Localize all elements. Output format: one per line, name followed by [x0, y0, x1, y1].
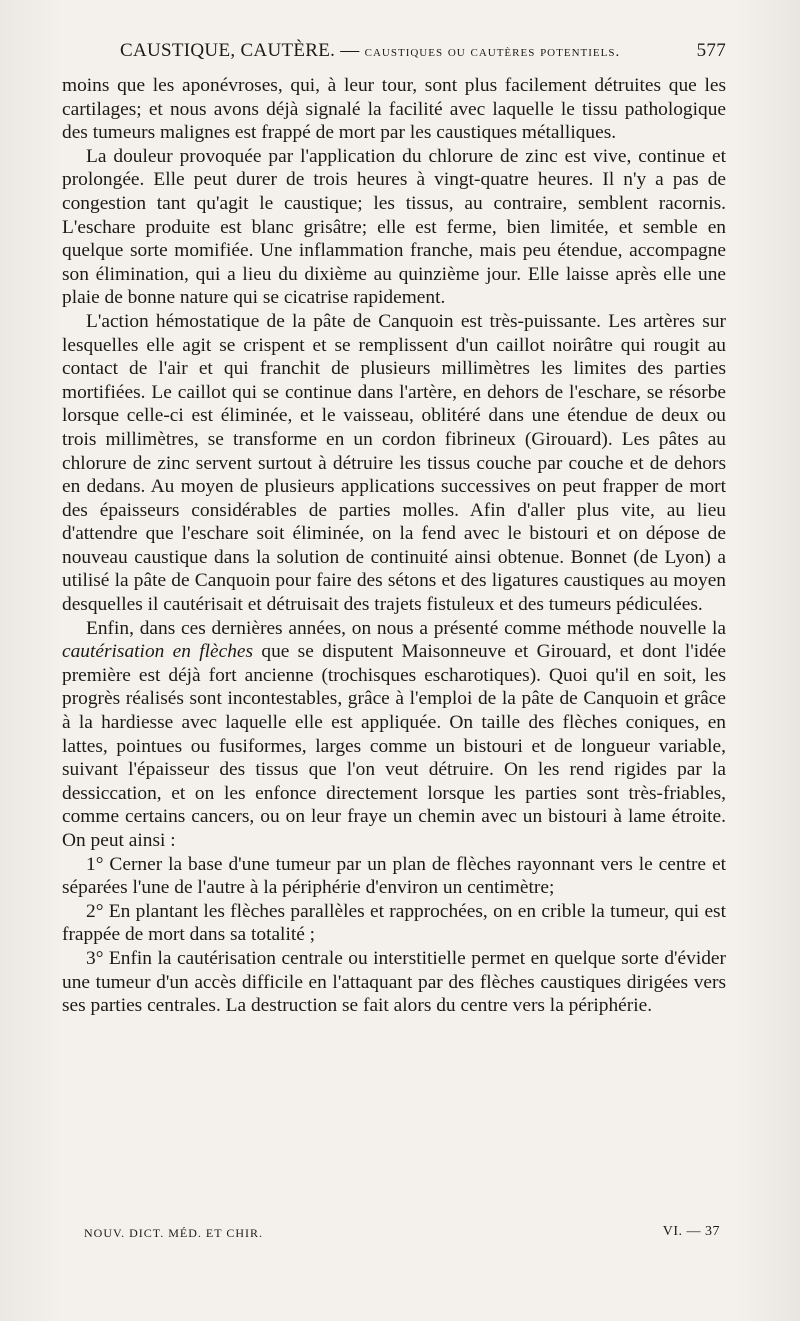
header-subtitle: caustiques ou cautères potentiels.	[364, 44, 621, 60]
running-header	[62, 40, 726, 68]
paragraph-continuation	[62, 74, 726, 145]
paragraph-fleches	[62, 617, 726, 853]
footer-signature: VI. — 37	[662, 1224, 720, 1239]
paragraph-text: La douleur provoquée par l'application du chlorure de zinc est vive, continue et prolongée. Elle peut durer de trois heures à vingt-quatre heures. Il n'y a pas de congestion tant qu'agit le caustique; les tissus, au contraire, semblent racornis. L'eschare produite est blanc grisâtre; elle est ferme, bien limitée, et semble en quelque sorte momifiée. Une inflammation franche, mais peu étendue, accompagne son élimination, qui a lieu du dixième au quinzième jour. Elle laisse après elle une plaie de bonne nature qui se cicatrise rapidement.	[62, 145, 726, 309]
paragraph-text: L'action hémostatique de la pâte de Canquoin est très-puissante. Les artères sur lesquelles elle agit se crispent et se remplissent d'un caillot noirâtre qui rougit au contact de l'air et qui franchit de plusieurs millimètres les limites des parties mortifiées. Le caillot qui se continue dans l'artère, en dehors de l'eschare, se résorbe lorsque celle-ci est éliminée, et le vaisseau, oblitéré dans une étendue de deux ou trois millimètres, se transforme en un cordon fibrineux (Girouard). Les pâtes au chlorure de zinc servent surtout à détruire les tissus couche par couche et de dehors en dedans. Au moyen de plusieurs applications successives on peut frapper de mort des épaisseurs considérables de parties molles. Afin d'aller plus vite, au lieu d'attendre que l'eschare soit éliminée, on la fend avec le bistouri et on dépose de nouveau caustique dans la solution de continuité ainsi obtenue. Bonnet (de Lyon) a utilisé la pâte de Canquoin pour faire des sétons et des ligatures caustiques au moyen desquelles il cautérisait et détruisait des trajets fistuleux et des tumeurs pédiculées.	[62, 310, 726, 616]
paragraph-text: moins que les aponévroses, qui, à leur tour, sont plus facilement détruites que les cartilages; et nous avons déjà signalé la facilité avec laquelle le tissu pathologique des tumeurs malignes est frappé de mort par les caustiques métalliques.	[62, 75, 726, 144]
paragraph-hemostatique	[62, 310, 726, 617]
list-item-1	[62, 853, 726, 900]
paragraph-text: Enfin, dans ces dernières années, on nous a présenté comme méthode nouvelle la	[86, 617, 726, 639]
footer-source: NOUV. DICT. MÉD. ET CHIR.	[84, 1226, 264, 1240]
list-item-3	[62, 947, 726, 1018]
paragraph-text: 2° En plantant les flèches parallèles et rapprochées, on en crible la tumeur, qui est frappée de mort dans sa totalité ;	[62, 900, 726, 946]
page-number: 577	[696, 40, 726, 61]
body-text	[62, 74, 726, 1018]
italic-term: cautérisation en flèches	[62, 641, 254, 663]
header-separator: —	[335, 40, 365, 61]
header-title: CAUSTIQUE, CAUTÈRE.	[120, 40, 336, 61]
header-title-line	[120, 40, 620, 62]
paragraph-text: que se disputent Maisonneuve et Girouard, et dont l'idée première est déjà fort ancienne (trochisques escharotiques). Quoi qu'il en soit, les progrès réalisés sont incontestables, grâce à l'emploi de la pâte de Canquoin et grâce à la hardiesse avec laquelle elle est appliquée. On taille des flèches coniques, en lattes, pointues ou fusiformes, larges comme un bistouri et de longueur variable, suivant l'épaisseur des tissus que l'on veut détruire. On les rend rigides par la dessiccation, et on les enfonce directement lorsque les parties sont très-friables, comme certains cancers, ou on leur fraye un chemin avec un bistouri à lame étroite. On peut ainsi :	[62, 641, 726, 851]
paragraph-douleur	[62, 145, 726, 310]
paragraph-text: 3° Enfin la cautérisation centrale ou interstitielle permet en quelque sorte d'évider une tumeur d'un accès difficile en l'attaquant par des flèches caustiques dirigées vers ses parties centrales. La destruction se fait alors du centre vers la périphérie.	[62, 947, 726, 1017]
list-item-2	[62, 900, 726, 947]
page-footer	[84, 1224, 720, 1244]
paragraph-text: 1° Cerner la base d'une tumeur par un plan de flèches rayonnant vers le centre et séparées l'une de l'autre à la périphérie d'environ un centimètre;	[62, 853, 726, 899]
